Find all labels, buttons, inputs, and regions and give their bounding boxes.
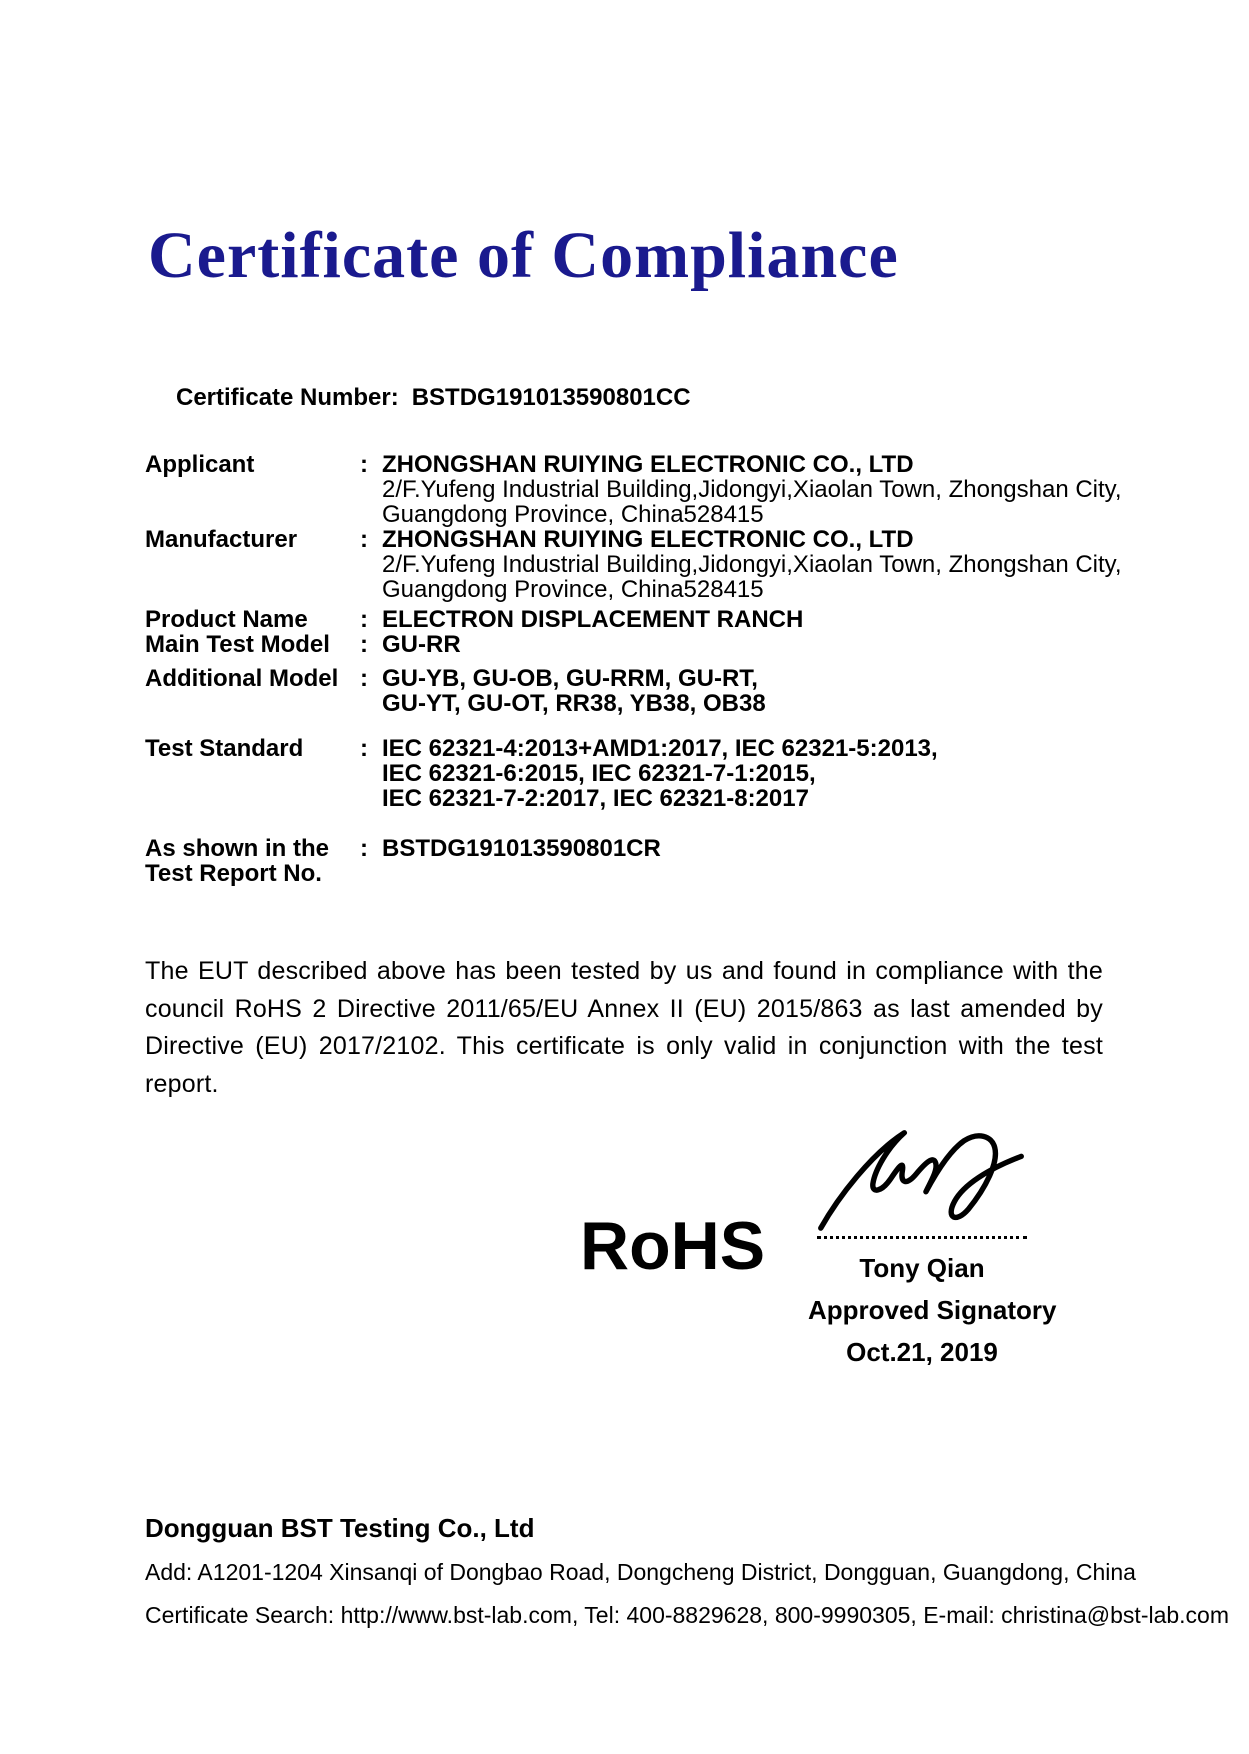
test-standard-line2: IEC 62321-6:2015, IEC 62321-7-1:2015, xyxy=(382,760,816,787)
colon: : xyxy=(360,526,368,553)
applicant-label: Applicant xyxy=(145,451,255,478)
applicant-company: ZHONGSHAN RUIYING ELECTRONIC CO., LTD xyxy=(382,451,914,478)
test-standard-value xyxy=(382,736,1145,811)
manufacturer-label: Manufacturer xyxy=(145,526,298,553)
colon: : xyxy=(360,631,368,658)
field-applicant xyxy=(145,452,1145,527)
signature-date: Oct.21, 2019 xyxy=(846,1337,998,1367)
product-name-label: Product Name xyxy=(145,606,308,633)
certificate-number-value: BSTDG191013590801CC xyxy=(411,384,691,411)
field-manufacturer xyxy=(145,527,1145,602)
field-additional-model xyxy=(145,666,1145,716)
signatory-title: Approved Signatory xyxy=(808,1295,1057,1325)
certificate-number-label: Certificate Number: xyxy=(176,384,399,411)
colon: : xyxy=(360,835,368,862)
certificate-number-row xyxy=(176,384,691,412)
test-report-label-line2: Test Report No. xyxy=(145,860,322,887)
applicant-address-line1: 2/F.Yufeng Industrial Building,Jidongyi,Xiaolan Town, Zhongshan City, xyxy=(382,476,1122,503)
additional-model-line2: GU-YT, GU-OT, RR38, YB38, OB38 xyxy=(382,690,766,717)
colon: : xyxy=(360,451,368,478)
lab-address: Add: A1201-1204 Xinsanqi of Dongbao Road, Dongcheng District, Dongguan, Guangdong, China xyxy=(145,1559,1136,1585)
test-report-label-line1: As shown in the xyxy=(145,835,330,862)
test-standard-line1: IEC 62321-4:2013+AMD1:2017, IEC 62321-5:2013, xyxy=(382,735,938,762)
manufacturer-address-line2: Guangdong Province, China528415 xyxy=(382,576,764,603)
certificate-fields xyxy=(145,452,1145,886)
test-standard-line3: IEC 62321-7-2:2017, IEC 62321-8:2017 xyxy=(382,785,809,812)
signature-block xyxy=(808,1118,1057,1368)
manufacturer-company: ZHONGSHAN RUIYING ELECTRONIC CO., LTD xyxy=(382,526,914,553)
footer xyxy=(145,1513,1230,1629)
main-test-model-label: Main Test Model xyxy=(145,631,330,658)
test-report-value: BSTDG191013590801CR xyxy=(382,835,661,862)
colon: : xyxy=(360,665,368,692)
signatory-name: Tony Qian xyxy=(859,1253,985,1283)
signature-dotted-line xyxy=(817,1236,1027,1239)
test-report-label xyxy=(145,836,360,886)
manufacturer-value xyxy=(382,527,1145,602)
applicant-address-line2: Guangdong Province, China528415 xyxy=(382,501,764,528)
main-test-model-value: GU-RR xyxy=(382,631,461,658)
lab-company-name: Dongguan BST Testing Co., Ltd xyxy=(145,1513,535,1543)
signature-handwriting xyxy=(809,1118,1035,1236)
rohs-logo: RoHS xyxy=(580,1208,766,1284)
colon: : xyxy=(360,735,368,762)
applicant-value xyxy=(382,452,1145,527)
field-product-name xyxy=(145,607,1145,632)
page-title: Certificate of Compliance xyxy=(148,219,899,292)
test-standard-label: Test Standard xyxy=(145,735,304,762)
additional-model-value xyxy=(382,666,1145,716)
manufacturer-address-line1: 2/F.Yufeng Industrial Building,Jidongyi,Xiaolan Town, Zhongshan City, xyxy=(382,551,1122,578)
additional-model-label: Additional Model xyxy=(145,665,339,692)
field-test-report xyxy=(145,836,1145,886)
lab-contact-line: Certificate Search: http://www.bst-lab.com, Tel: 400-8829628, 800-9990305, E-mail: christina@bst-lab.com xyxy=(145,1602,1230,1628)
product-name-value: ELECTRON DISPLACEMENT RANCH xyxy=(382,606,804,633)
field-test-standard xyxy=(145,736,1145,811)
colon: : xyxy=(360,606,368,633)
additional-model-line1: GU-YB, GU-OB, GU-RRM, GU-RT, xyxy=(382,665,758,692)
field-main-test-model xyxy=(145,632,1145,657)
compliance-statement: The EUT described above has been tested by us and found in compliance with the council RoHS 2 Directive 2011/65/EU Annex II (EU) 2015/863 as last amended by Directive (EU) 2017/2102. This certificate is only valid in conjunction with the test report. xyxy=(145,957,1103,1098)
